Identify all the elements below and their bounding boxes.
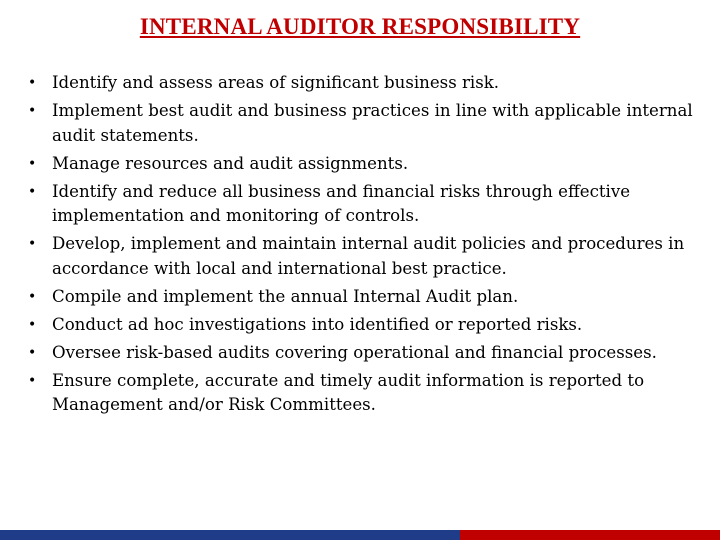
bullet-text: Identify and assess areas of significant business risk.	[52, 73, 500, 92]
bullet-icon: •	[28, 372, 37, 389]
responsibility-list	[28, 71, 708, 421]
list-item	[28, 285, 708, 310]
footer-bar	[0, 530, 720, 540]
list-item	[28, 232, 708, 281]
slide-title: INTERNAL AUDITOR RESPONSIBILITY	[139, 14, 581, 39]
bullet-text: Oversee risk-based audits covering operational and financial processes.	[52, 342, 657, 362]
bullet-icon: •	[28, 75, 37, 91]
list-item	[28, 369, 708, 418]
list-item	[28, 99, 708, 148]
bullet-text: Implement best audit and business practices in line with applicable internal audit statements.	[52, 101, 693, 145]
bullet-text: Manage resources and audit assignments.	[52, 153, 409, 173]
bullet-text: Compile and implement the annual Internal Audit plan.	[52, 286, 519, 306]
bullet-icon: •	[28, 288, 37, 305]
bullet-text: Develop, implement and maintain internal audit policies and procedures in accordance with local and international best practice.	[52, 234, 685, 278]
bullet-icon: •	[28, 344, 37, 361]
list-item	[28, 180, 708, 229]
bullet-text: Conduct ad hoc investigations into identified or reported risks.	[52, 314, 583, 334]
footer-red-segment	[460, 530, 720, 540]
bullet-text: Identify and reduce all business and financial risks through effective implementation and monitoring of controls.	[52, 181, 631, 225]
list-item	[28, 152, 708, 177]
list-item	[28, 341, 708, 366]
list-item	[28, 71, 708, 96]
bullet-icon: •	[28, 316, 37, 333]
bullet-icon: •	[28, 236, 37, 252]
footer-blue-segment	[0, 530, 460, 540]
bullet-icon: •	[28, 103, 37, 119]
bullet-icon: •	[28, 155, 37, 172]
bullet-icon: •	[28, 183, 37, 200]
bullet-text: Ensure complete, accurate and timely audit information is reported to Management and/or Risk Committees.	[52, 370, 645, 414]
list-item	[28, 313, 708, 338]
